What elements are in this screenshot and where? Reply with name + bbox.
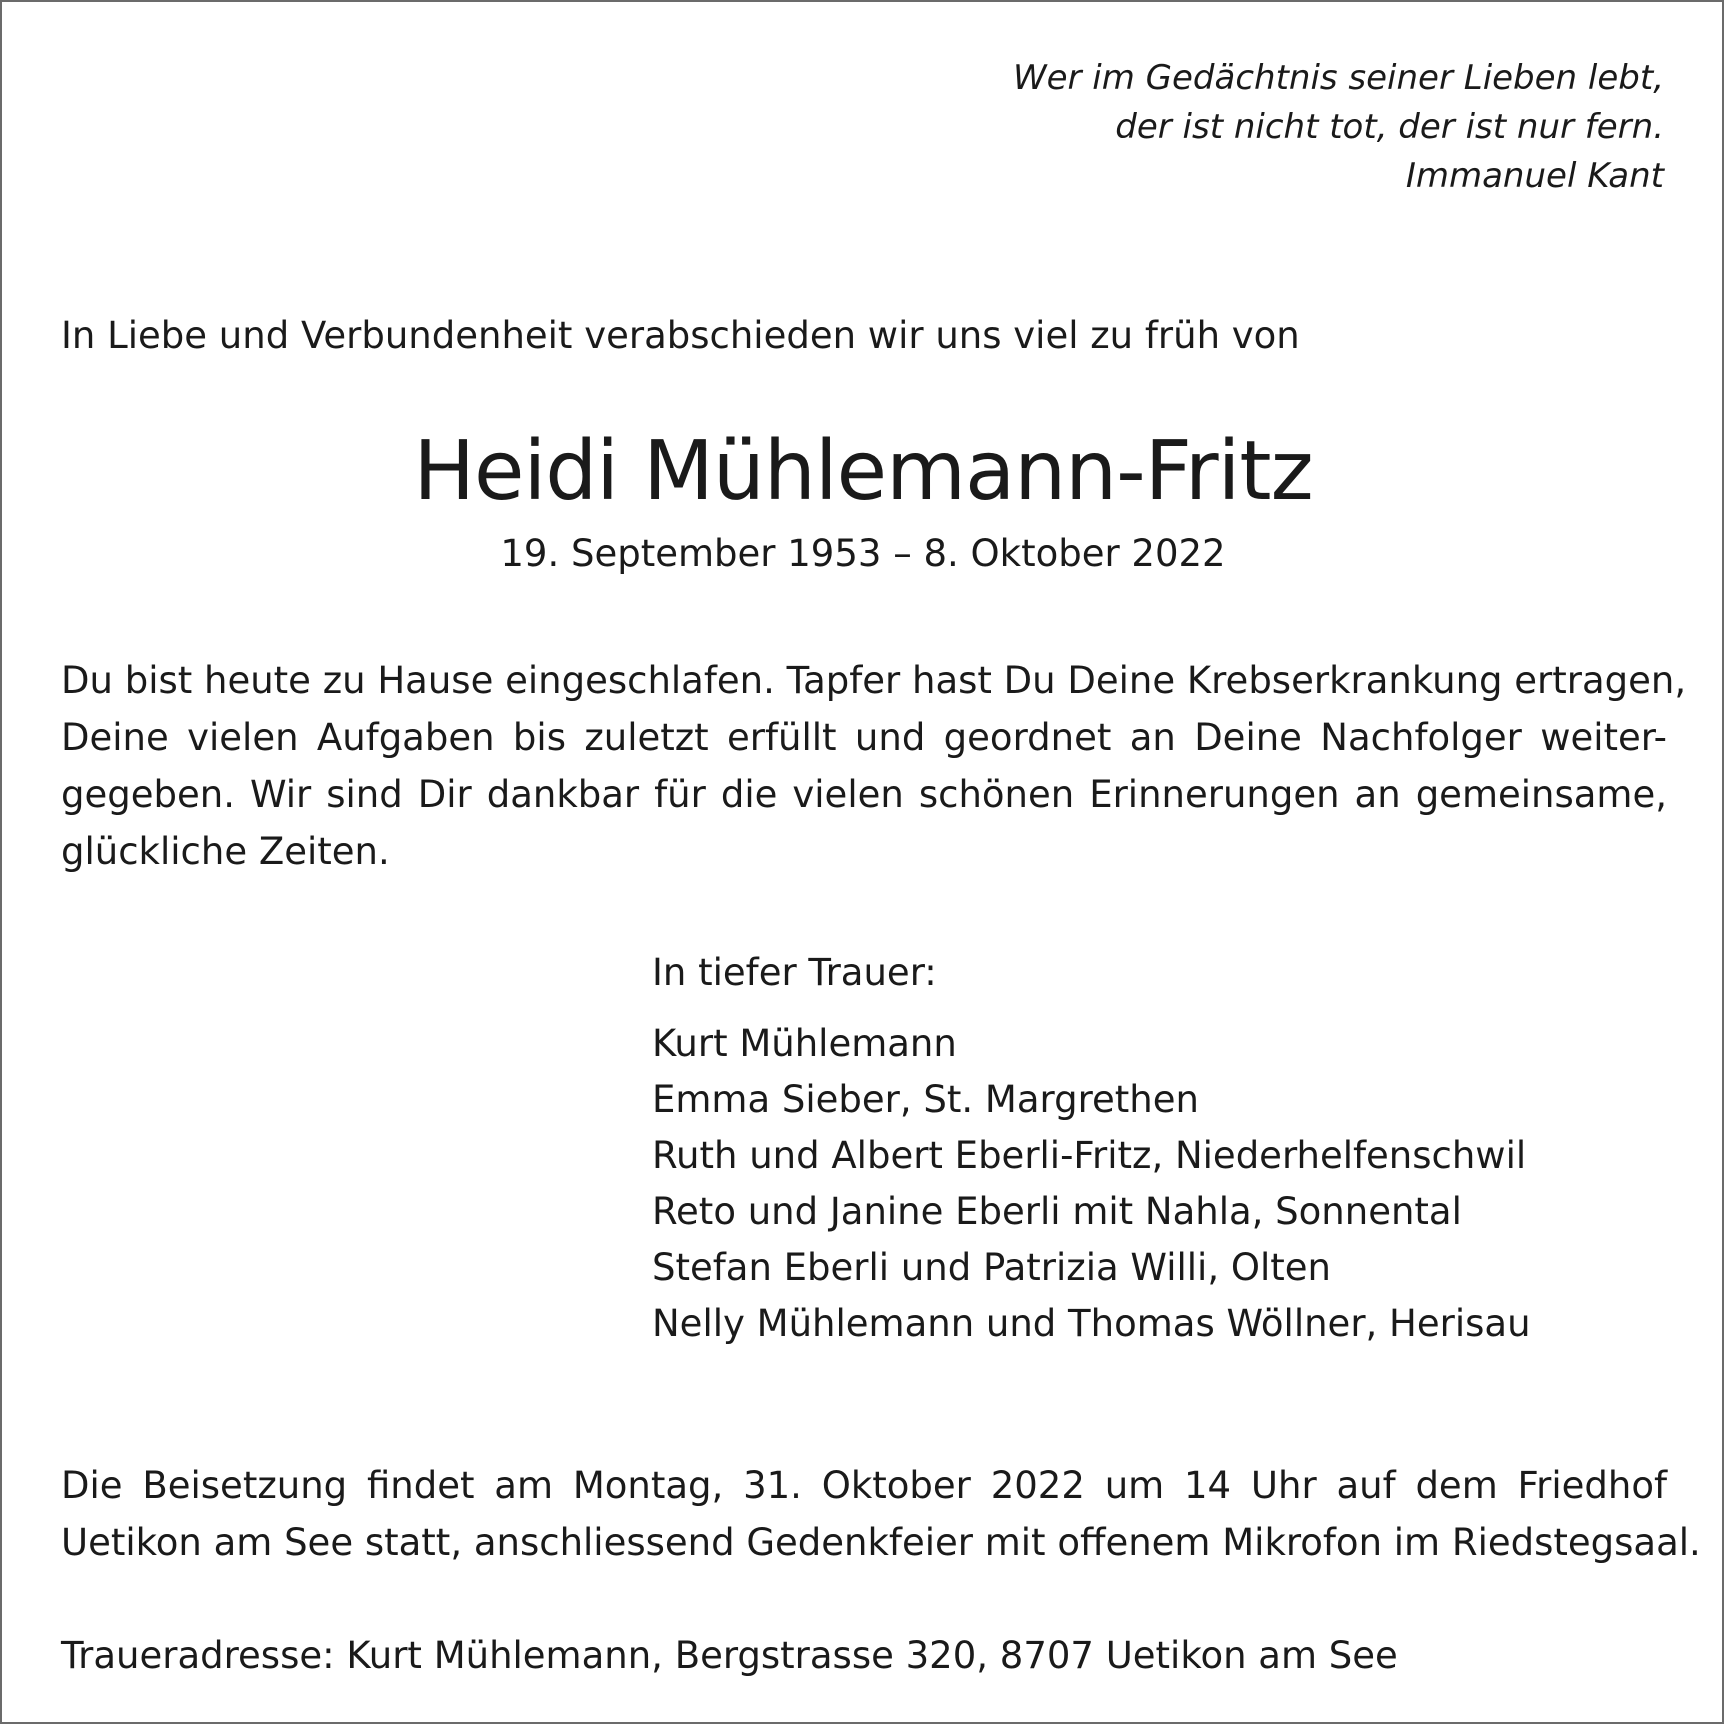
mourner-name: Nelly Mühlemann und Thomas Wöllner, Herisau (652, 1302, 1531, 1345)
mourners-heading: In tiefer Trauer: (652, 951, 937, 994)
quote-line: Wer im Gedächtnis seiner Lieben lebt, (1012, 58, 1664, 98)
quote-author: Immanuel Kant (1405, 156, 1664, 196)
message-line: glückliche Zeiten. (61, 830, 390, 873)
life-dates: 19. September 1953 – 8. Oktober 2022 (500, 532, 1226, 575)
deceased-name: Heidi Mühlemann-Fritz (413, 424, 1313, 519)
memorial-quote (764, 54, 1664, 201)
mourning-address: Traueradresse: Kurt Mühlemann, Bergstrasse 320, 8707 Uetikon am See (61, 1634, 1398, 1677)
mourners-list (652, 945, 1531, 1352)
message-line: Deine vielen Aufgaben bis zuletzt erfüllt und geordnet an Deine Nachfolger weiter- (61, 716, 1667, 759)
message-line: Du bist heute zu Hause eingeschlafen. Tapfer hast Du Deine Krebserkrankung ertragen, (61, 659, 1687, 702)
mourner-name: Ruth und Albert Eberli-Fritz, Niederhelfenschwil (652, 1134, 1527, 1177)
funeral-line: Die Beisetzung findet am Montag, 31. Oktober 2022 um 14 Uhr auf dem Friedhof (61, 1464, 1667, 1507)
mourner-name: Kurt Mühlemann (652, 1022, 957, 1065)
mourner-name: Stefan Eberli und Patrizia Willi, Olten (652, 1246, 1331, 1289)
farewell-message (61, 652, 1687, 880)
intro-text: In Liebe und Verbundenheit verabschieden wir uns viel zu früh von (61, 314, 1300, 357)
mourner-name: Reto und Janine Eberli mit Nahla, Sonnental (652, 1190, 1462, 1233)
quote-line: der ist nicht tot, der ist nur fern. (1115, 107, 1664, 147)
message-line: gegeben. Wir sind Dir dankbar für die vielen schönen Erinnerungen an gemeinsame, (61, 773, 1667, 816)
mourner-name: Emma Sieber, St. Margrethen (652, 1078, 1199, 1121)
funeral-line: Uetikon am See statt, anschliessend Gedenkfeier mit offenem Mikrofon im Riedstegsaal. (61, 1521, 1701, 1564)
funeral-details (61, 1457, 1701, 1571)
